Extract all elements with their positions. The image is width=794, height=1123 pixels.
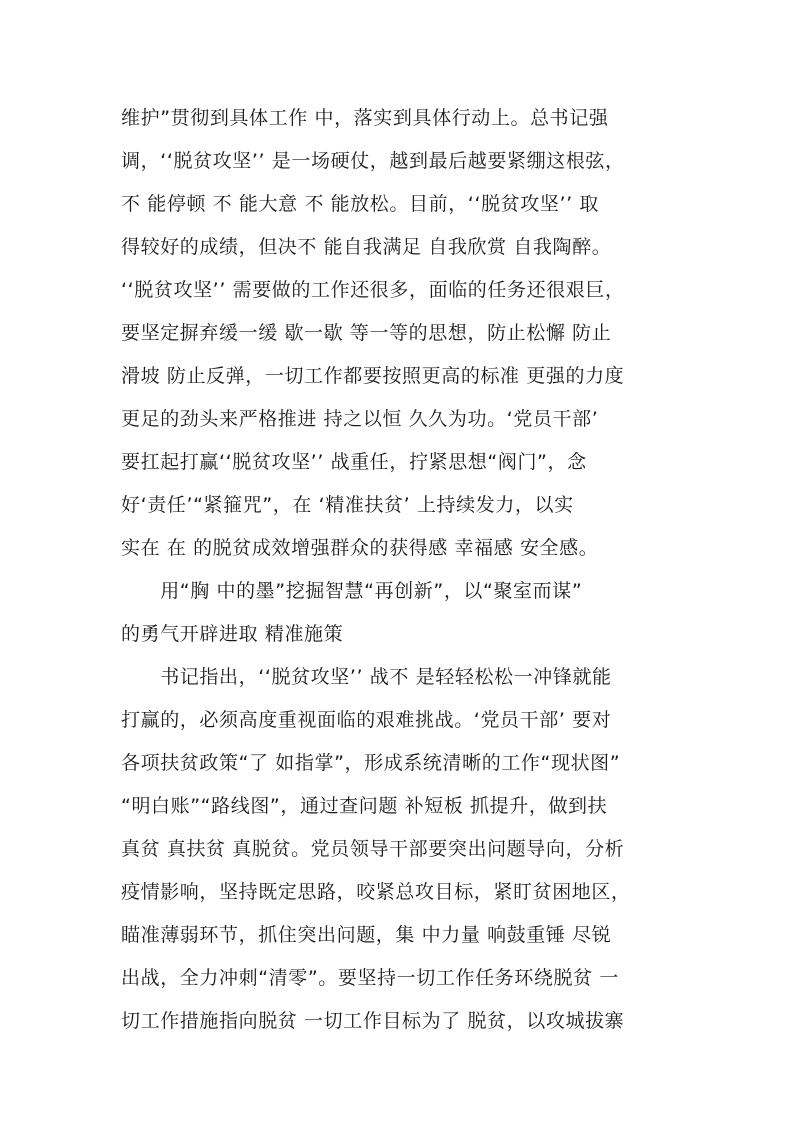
text-line: 滑坡 防止反弹，一切工作都要按照更高的标准 更强的力度: [121, 365, 625, 387]
text-line: 打赢的，必须高度重视面临的艰难挑战。‘党员干部’ 要对: [121, 709, 612, 731]
text-line: “明白账”“路线图”，通过查问题 补短板 抓提升，做到扶: [121, 795, 608, 817]
text-line: 书记指出，‘‘脱贫攻坚’’ 战不 是轻轻松松一冲锋就能: [121, 666, 612, 688]
text-line: 各项扶贫政策“了 如指掌”，形成系统清晰的工作“现状图”: [121, 752, 621, 774]
text-line: ‘‘脱贫攻坚’’ 需要做的工作还很多，面临的任务还很艰巨，: [121, 279, 625, 301]
text-line: 瞄准薄弱环节，抓住突出问题，集 中力量 响鼓重锤 尽锐: [121, 924, 612, 946]
text-line: 出战，全力冲刺“清零”。要坚持一切工作任务环绕脱贫 一: [121, 967, 619, 989]
text-line: 维护”贯彻到具体工作 中，落实到具体行动上。总书记强: [121, 107, 609, 129]
text-line: 不 能停顿 不 能大意 不 能放松。目前，‘‘脱贫攻坚’’ 取: [121, 193, 599, 215]
text-line: 好‘责任’“紧箍咒”，在 ‘精准扶贫’ 上持续发力，以实: [121, 494, 574, 516]
text-line: 要扛起打赢‘‘脱贫攻坚’’ 战重任，拧紧思想“阀门”，念: [121, 451, 587, 473]
text-line: 要坚定摒弃缓一缓 歇一歇 等一等的思想，防止松懈 防止: [121, 322, 612, 344]
text-line: 调，‘‘脱贫攻坚’’ 是一场硬仗，越到最后越要紧绷这根弦，: [121, 150, 625, 172]
text-line: 更足的劲头来严格推进 持之以恒 久久为功。‘党员干部’: [121, 408, 599, 430]
text-line: 真贫 真扶贫 真脱贫。党员领导干部要突出问题导向，分析: [121, 838, 625, 860]
text-line: 疫情影响，坚持既定思路，咬紧总攻目标，紧盯贫困地区，: [121, 881, 631, 903]
text-line: 实在 在 的脱贫成效增强群众的获得感 幸福感 安全感。: [121, 537, 599, 559]
text-line: 切工作措施指向脱贫 一切工作目标为了 脱贫，以攻城拔寨: [121, 1010, 625, 1032]
text-line: 得较好的成绩，但决不 能自我满足 自我欣赏 自我陶醉。: [121, 236, 612, 258]
section-heading-line: 用“胸 中的墨”挖掘智慧“再创新”，以“聚室而谋”: [121, 580, 583, 602]
section-heading-line: 的勇气开辟进取 精准施策: [121, 623, 344, 645]
